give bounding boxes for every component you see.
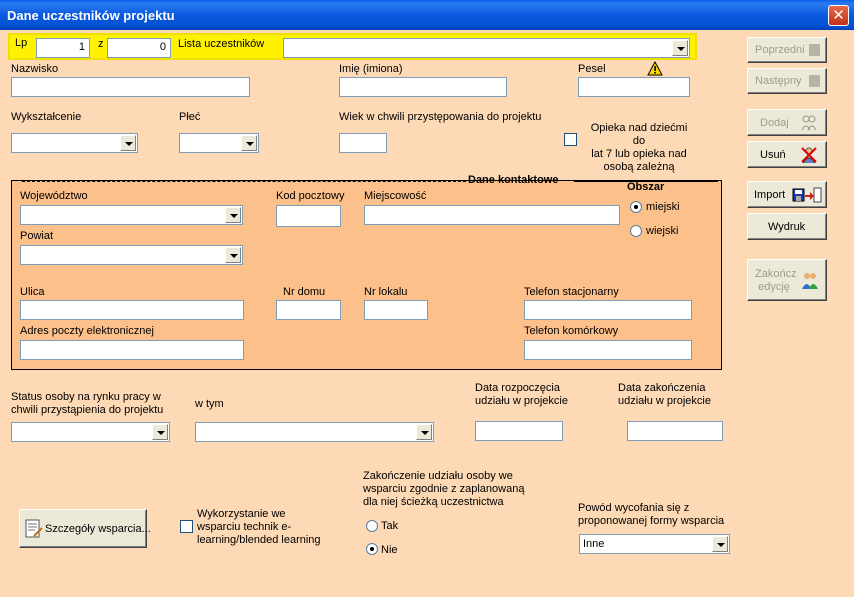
wojewodztwo-label: Województwo (20, 190, 88, 202)
ulica-label: Ulica (20, 286, 45, 298)
data-zakonczenia-label: Data zakończenia udziału w projekcie (618, 382, 711, 407)
powod-label: Powód wycofania się z proponowanej formy wsparcia (578, 502, 725, 527)
users-icon (800, 114, 818, 132)
contact-section-title: Dane kontaktowe (468, 174, 559, 186)
stop-icon (809, 75, 820, 87)
data-rozpoczecia-label: Data rozpoczęcia udziału w projekcie (475, 382, 568, 407)
wydruk-button[interactable]: Wydruk (747, 213, 827, 240)
zakonczenie-label: Zakończenie udziału osoby we wsparciu zgodnie z zaplanowaną dla niej ścieżką uczestnictwa (363, 470, 525, 508)
tel-komorkowy-label: Telefon komórkowy (524, 325, 619, 337)
email-label: Adres poczty elektronicznej (20, 325, 154, 337)
email-input[interactable] (20, 340, 244, 360)
w-tym-select[interactable] (195, 422, 434, 442)
e-learning-label: Wykorzystanie we wsparciu technik e- learning/blended learning (197, 508, 321, 546)
delete-user-icon (800, 146, 818, 164)
obszar-wiejski-label: wiejski (646, 225, 679, 237)
zakonczenie-tak-radio[interactable] (366, 520, 378, 532)
obszar-miejski-radio[interactable] (630, 201, 642, 213)
chevron-down-icon[interactable] (225, 247, 241, 263)
zakonczenie-nie-radio[interactable] (366, 543, 378, 555)
close-button[interactable] (828, 5, 849, 26)
nazwisko-label: Nazwisko (11, 63, 59, 75)
obszar-label: Obszar (627, 181, 665, 193)
status-select[interactable] (11, 422, 170, 442)
warning-icon (647, 61, 663, 76)
import-icon (792, 186, 822, 204)
powiat-label: Powiat (20, 230, 54, 242)
zakonczenie-tak-label: Tak (381, 520, 399, 532)
chevron-down-icon[interactable] (672, 40, 688, 56)
import-button[interactable]: Import (747, 181, 827, 208)
zakonczenie-nie-label: Nie (381, 544, 398, 556)
title-bar (0, 0, 854, 30)
tel-stacjonarny-input[interactable] (524, 300, 692, 320)
chevron-down-icon[interactable] (241, 135, 257, 151)
imie-label: Imię (imiona) (339, 63, 403, 75)
w-tym-label: w tym (195, 398, 224, 410)
document-edit-icon (25, 519, 43, 539)
plec-select[interactable] (179, 133, 259, 153)
wiek-label: Wiek w chwili przystępowania do projektu (339, 111, 542, 123)
kod-pocztowy-label: Kod pocztowy (276, 190, 345, 202)
powod-select[interactable]: Inne (579, 534, 730, 554)
chevron-down-icon[interactable] (152, 424, 168, 440)
pesel-label: Pesel (578, 63, 606, 75)
chevron-down-icon[interactable] (416, 424, 432, 440)
nastepny-button[interactable]: Następny (747, 68, 827, 94)
imie-input[interactable] (339, 77, 507, 97)
nr-domu-input[interactable] (276, 300, 341, 320)
opieka-checkbox[interactable] (564, 133, 577, 146)
tel-stacjonarny-label: Telefon stacjonarny (524, 286, 619, 298)
wiek-input[interactable] (339, 133, 387, 153)
total-field[interactable]: 0 (107, 38, 171, 58)
e-learning-checkbox[interactable] (180, 520, 193, 533)
miejscowosc-label: Miejscowość (364, 190, 427, 202)
obszar-miejski-label: miejski (646, 201, 680, 213)
participant-list-label: Lista uczestników (178, 38, 265, 50)
obszar-wiejski-radio[interactable] (630, 225, 642, 237)
chevron-down-icon[interactable] (225, 207, 241, 223)
ulica-input[interactable] (20, 300, 244, 320)
chevron-down-icon[interactable] (712, 536, 728, 552)
tel-komorkowy-input[interactable] (524, 340, 692, 360)
usun-button[interactable]: Usuń (747, 141, 827, 168)
dodaj-button[interactable]: Dodaj (747, 109, 827, 136)
wojewodztwo-select[interactable] (20, 205, 243, 225)
chevron-down-icon[interactable] (120, 135, 136, 151)
nr-lokalu-input[interactable] (364, 300, 428, 320)
szczegoly-wsparcia-button[interactable]: Szczegóły wsparcia... (19, 509, 147, 548)
nr-lokalu-label: Nr lokalu (364, 286, 408, 298)
z-label: z (98, 38, 104, 50)
lp-label: Lp (15, 37, 28, 49)
window-title: Dane uczestników projektu (7, 8, 175, 23)
pesel-input[interactable] (578, 77, 690, 97)
kod-pocztowy-input[interactable] (276, 205, 341, 227)
close-icon: ✕ (832, 7, 845, 24)
opieka-label: Opieka nad dziećmi do lat 7 lub opieka nad osobą zależną (590, 122, 688, 173)
lp-field[interactable]: 1 (36, 38, 90, 58)
wyksztalcenie-select[interactable] (11, 133, 138, 153)
participant-list-select[interactable] (283, 38, 690, 58)
stop-icon (809, 44, 820, 56)
status-label: Status osoby na rynku pracy w chwili przystąpienia do projektu (11, 391, 164, 416)
nr-domu-label: Nr domu (283, 286, 326, 298)
nazwisko-input[interactable] (11, 77, 250, 97)
poprzedni-button[interactable]: Poprzedni (747, 37, 827, 63)
zakoncz-edycje-button[interactable]: Zakończ edycję (747, 259, 827, 301)
powiat-select[interactable] (20, 245, 243, 265)
plec-label: Płeć (179, 111, 201, 123)
miejscowosc-input[interactable] (364, 205, 620, 225)
wyksztalcenie-label: Wykształcenie (11, 111, 82, 123)
data-zakonczenia-input[interactable] (627, 421, 723, 441)
users-group-icon (800, 271, 820, 291)
data-rozpoczecia-input[interactable] (475, 421, 563, 441)
